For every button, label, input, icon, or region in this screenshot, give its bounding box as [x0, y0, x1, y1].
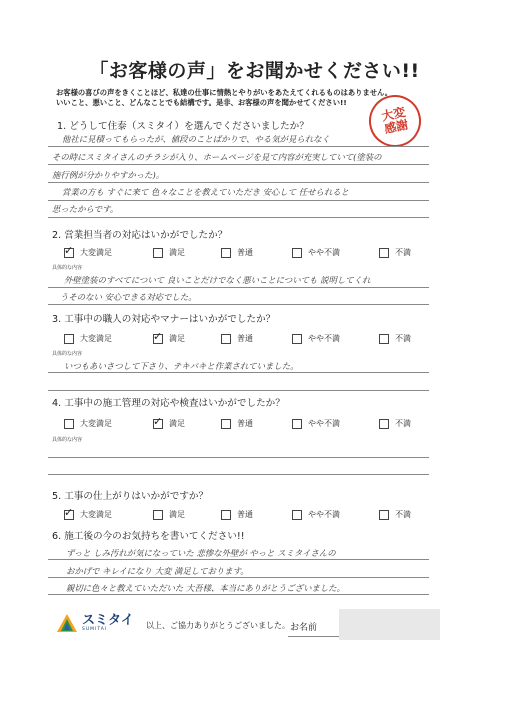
- option-normal[interactable]: [221, 509, 283, 520]
- name-field[interactable]: [339, 609, 440, 640]
- option-label: やや不満: [308, 334, 340, 343]
- option-dissatisfied[interactable]: [379, 418, 411, 429]
- checkbox[interactable]: [221, 334, 231, 344]
- name-label: お名前: [290, 623, 318, 633]
- option-satisfied[interactable]: [153, 509, 212, 520]
- answer-2-line-2: うそのない 安心できる対応でした。: [60, 292, 197, 302]
- question-text: 営業担当者の対応はいかがでしたか？: [64, 230, 228, 241]
- checkbox[interactable]: [379, 334, 389, 344]
- answer-line: [48, 164, 429, 165]
- answer-line: [48, 304, 429, 305]
- answer-line: [48, 559, 429, 560]
- answer-1-line-3: 施行例が分かりやすかった)。: [52, 170, 165, 180]
- question-text: 施工後の今のお気持ちを書いてください!!: [64, 531, 245, 542]
- option-dissatisfied[interactable]: [379, 333, 411, 344]
- question-number: 2.: [52, 230, 62, 241]
- checkbox[interactable]: [379, 248, 389, 258]
- rating-options-3: [64, 333, 411, 344]
- checkbox[interactable]: [292, 510, 302, 520]
- name-underline: [288, 636, 339, 637]
- checkbox[interactable]: [292, 419, 302, 429]
- option-label: 不満: [395, 419, 411, 428]
- checkbox[interactable]: [379, 510, 389, 520]
- checkbox[interactable]: [379, 419, 389, 429]
- logo-text-group: [82, 612, 134, 632]
- option-label: 普通: [237, 510, 253, 519]
- question-number: 1.: [57, 121, 67, 132]
- checkbox[interactable]: [292, 334, 302, 344]
- option-very-satisfied[interactable]: [64, 333, 144, 344]
- page-title: 「お客様の声」をお聞かせください!!: [89, 60, 420, 82]
- option-label: 満足: [169, 510, 185, 519]
- option-dissatisfied[interactable]: [379, 247, 411, 258]
- option-label: 普通: [237, 248, 253, 257]
- option-normal[interactable]: [221, 247, 283, 258]
- option-label: 不満: [395, 334, 411, 343]
- question-2: [52, 227, 227, 241]
- intro-line-2: いいこと、悪いこと、どんなことでも結構です。是非、お客様の声を聞かせてください!!: [56, 98, 347, 107]
- option-dissatisfied[interactable]: [379, 509, 411, 520]
- logo-house-icon: [56, 613, 78, 633]
- answer-line: [48, 146, 429, 147]
- answer-line: [48, 200, 429, 201]
- answer-line: [48, 577, 429, 578]
- answer-line: [48, 594, 429, 595]
- option-label: 満足: [169, 248, 185, 257]
- question-text: 工事中の職人の対応やマナーはいかがでしたか？: [64, 314, 276, 325]
- intro-line-1: お客様の喜びの声をきくことほど、私達の仕事に情熱とやりがいをあたえてくれるものはありません。: [56, 88, 393, 97]
- option-label: 大変満足: [80, 419, 112, 428]
- option-slightly-dissatisfied[interactable]: [292, 418, 370, 429]
- option-normal[interactable]: [221, 333, 283, 344]
- question-text: どうして住泰（スミタイ）を選んでくださいましたか？: [69, 121, 309, 132]
- answer-line: [48, 457, 429, 458]
- checkbox[interactable]: [153, 248, 163, 258]
- checkbox[interactable]: [221, 510, 231, 520]
- answer-6-line-3: 親切に色々と教えていただいた 大吾様、本当にありがとうございました。: [66, 583, 346, 593]
- answer-line: [48, 474, 429, 475]
- answer-2-line-1: 外壁塗装のすべてについて 良いことだけでなく悪いことについても 説明してくれ: [64, 275, 371, 285]
- option-label: 普通: [237, 334, 253, 343]
- answer-1-line-1: 他社に見積ってもらったが、値段のことばかりで、やる気が見られなく: [62, 134, 330, 144]
- option-label: やや不満: [308, 419, 340, 428]
- option-satisfied[interactable]: [153, 333, 212, 344]
- answer-line: [48, 182, 429, 183]
- checkbox[interactable]: [64, 248, 74, 258]
- checkbox[interactable]: [153, 334, 163, 344]
- question-4: [52, 395, 285, 409]
- option-satisfied[interactable]: [153, 418, 212, 429]
- option-label: 大変満足: [80, 510, 112, 519]
- checkbox[interactable]: [221, 248, 231, 258]
- option-label: 満足: [169, 334, 185, 343]
- option-slightly-dissatisfied[interactable]: [292, 333, 370, 344]
- detail-label: 具体的な内容: [52, 351, 83, 357]
- question-3: [52, 311, 275, 325]
- rating-options-5: [64, 509, 411, 520]
- option-slightly-dissatisfied[interactable]: [292, 509, 370, 520]
- answer-line: [48, 287, 429, 288]
- option-slightly-dissatisfied[interactable]: [292, 247, 370, 258]
- answer-1-line-4: 営業の方も すぐに来て 色々なことを教えていただき 安心して 任せられると: [62, 187, 350, 197]
- detail-label: 具体的な内容: [52, 437, 83, 443]
- option-normal[interactable]: [221, 418, 283, 429]
- checkbox[interactable]: [292, 248, 302, 258]
- option-very-satisfied[interactable]: [64, 509, 144, 520]
- question-number: 6.: [52, 531, 62, 542]
- answer-3-line-1: いつもあいさつして下さり、テキパキと作業されていました。: [64, 361, 299, 371]
- stamp-text: 大変 感謝: [380, 104, 410, 137]
- option-label: やや不満: [308, 510, 340, 519]
- question-5: [52, 488, 208, 502]
- option-label: 普通: [237, 419, 253, 428]
- option-label: 満足: [169, 419, 185, 428]
- logo-text: スミタイ: [82, 612, 134, 628]
- checkbox[interactable]: [64, 334, 74, 344]
- question-6: [52, 528, 245, 542]
- option-label: 大変満足: [80, 334, 112, 343]
- option-label: 不満: [395, 510, 411, 519]
- checkbox[interactable]: [153, 510, 163, 520]
- answer-6-line-1: ずっと しみ汚れが気になっていた 悲惨な外壁が やっと スミタイさんの: [66, 548, 336, 558]
- answer-1-line-2: その時にスミタイさんのチラシが入り、ホームページを見て内容が充実していて(塗装の: [52, 152, 382, 162]
- option-very-satisfied[interactable]: [64, 247, 144, 258]
- logo-subtext: SUMITAI: [82, 626, 108, 632]
- company-logo: [56, 613, 134, 633]
- answer-line: [48, 217, 429, 218]
- checkbox[interactable]: [64, 510, 74, 520]
- option-satisfied[interactable]: [153, 247, 212, 258]
- answer-line: [48, 372, 429, 373]
- option-very-satisfied[interactable]: [64, 418, 144, 429]
- detail-label: 具体的な内容: [52, 265, 83, 271]
- option-label: やや不満: [308, 248, 340, 257]
- question-1: [57, 118, 309, 132]
- answer-line: [48, 390, 429, 391]
- option-label: 不満: [395, 248, 411, 257]
- question-number: 3.: [52, 314, 62, 325]
- thanks-text: 以上、ご協力ありがとうございました。: [146, 621, 290, 630]
- question-number: 4.: [52, 398, 62, 409]
- rating-options-4: [64, 418, 411, 429]
- checkbox[interactable]: [221, 419, 231, 429]
- checkbox[interactable]: [153, 419, 163, 429]
- answer-6-line-2: おかげで キレイになり 大変 満足しております。: [66, 566, 249, 576]
- checkbox[interactable]: [64, 419, 74, 429]
- option-label: 大変満足: [80, 248, 112, 257]
- question-number: 5.: [52, 491, 62, 502]
- answer-1-line-5: 思ったからです。: [52, 204, 119, 214]
- question-text: 工事の仕上がりはいかがですか？: [64, 491, 209, 502]
- question-text: 工事中の施工管理の対応や検査はいかがでしたか？: [64, 398, 285, 409]
- rating-options-2: [64, 247, 411, 258]
